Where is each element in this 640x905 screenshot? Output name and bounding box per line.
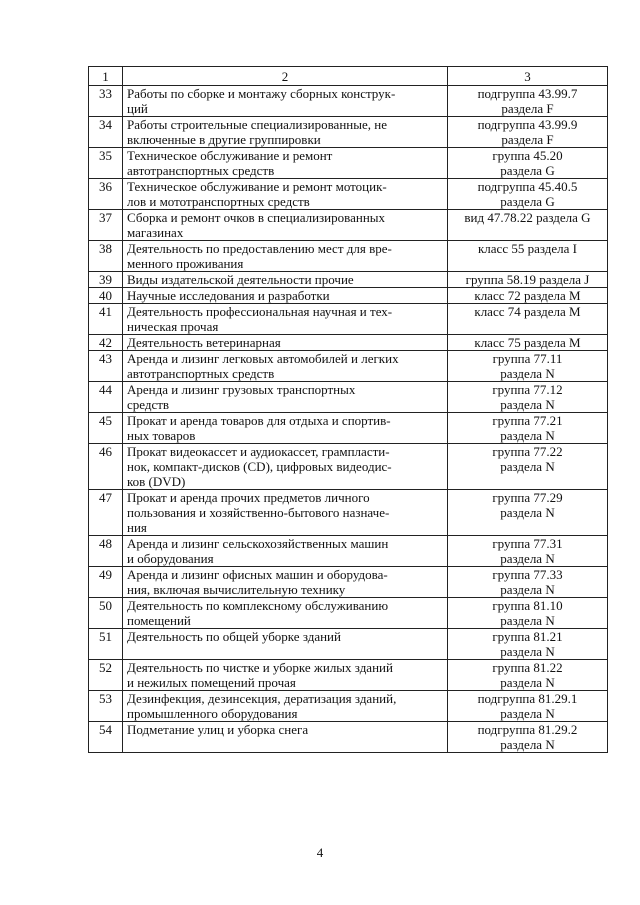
row-number: 50	[89, 598, 123, 629]
code-line: подгруппа 43.99.7	[477, 86, 578, 101]
description-line: Аренда и лизинг грузовых транспортных	[127, 382, 356, 397]
row-okved-code	[448, 598, 608, 629]
row-number: 35	[89, 148, 123, 179]
code-line: группа 77.12	[492, 382, 563, 397]
description-line: Прокат видеокассет и аудиокассет, грампласти-	[127, 444, 390, 459]
description-line: Аренда и лизинг сельскохозяйственных машин	[127, 536, 389, 551]
table-row	[89, 490, 608, 536]
code-line: подгруппа 81.29.1	[477, 691, 578, 706]
description-line: Деятельность по предоставлению мест для вре-	[127, 241, 392, 256]
code-line: подгруппа 45.40.5	[477, 179, 578, 194]
row-description	[123, 86, 448, 117]
code-line: класс 74 раздела M	[474, 304, 581, 319]
code-line: группа 77.22	[492, 444, 563, 459]
row-number: 53	[89, 691, 123, 722]
table-row	[89, 86, 608, 117]
table-row	[89, 351, 608, 382]
row-number: 38	[89, 241, 123, 272]
header-col-code: 3	[448, 67, 608, 86]
table-row	[89, 148, 608, 179]
table-row	[89, 382, 608, 413]
row-okved-code	[448, 691, 608, 722]
code-line: раздела N	[500, 644, 555, 659]
row-okved-code	[448, 288, 608, 304]
row-number: 51	[89, 629, 123, 660]
row-description	[123, 660, 448, 691]
table-body	[89, 67, 608, 753]
table-row	[89, 179, 608, 210]
row-okved-code	[448, 490, 608, 536]
code-line: группа 81.22	[492, 660, 563, 675]
row-description	[123, 413, 448, 444]
description-line: Деятельность профессиональная научная и тех-	[127, 304, 393, 319]
description-line: магазинах	[127, 225, 184, 240]
description-line: Виды издательской деятельности прочие	[127, 272, 354, 287]
description-line: нок, компакт-дисков (CD), цифровых видеодис-	[127, 459, 392, 474]
table-row	[89, 304, 608, 335]
code-line: класс 72 раздела M	[474, 288, 581, 303]
description-line: Деятельность по чистке и уборке жилых зданий	[127, 660, 393, 675]
table-row	[89, 288, 608, 304]
header-col-description: 2	[123, 67, 448, 86]
row-number: 54	[89, 722, 123, 753]
code-line: группа 77.29	[492, 490, 563, 505]
description-line: Деятельность ветеринарная	[127, 335, 281, 350]
table-row	[89, 335, 608, 351]
row-number: 39	[89, 272, 123, 288]
row-okved-code	[448, 444, 608, 490]
row-number: 34	[89, 117, 123, 148]
row-number: 46	[89, 444, 123, 490]
row-description	[123, 351, 448, 382]
table-row	[89, 598, 608, 629]
row-okved-code	[448, 567, 608, 598]
row-description	[123, 210, 448, 241]
code-line: подгруппа 43.99.9	[477, 117, 578, 132]
row-description	[123, 490, 448, 536]
row-description	[123, 272, 448, 288]
description-line: Дезинфекция, дезинсекция, дератизация зданий,	[127, 691, 397, 706]
row-description	[123, 629, 448, 660]
description-line: промышленного оборудования	[127, 706, 298, 721]
code-line: раздела N	[500, 505, 555, 520]
code-line: группа 77.33	[492, 567, 563, 582]
row-description	[123, 722, 448, 753]
code-line: класс 75 раздела M	[474, 335, 581, 350]
row-description	[123, 148, 448, 179]
row-number: 40	[89, 288, 123, 304]
code-line: группа 58.19 раздела J	[465, 272, 590, 287]
table-row	[89, 567, 608, 598]
row-okved-code	[448, 722, 608, 753]
row-number: 41	[89, 304, 123, 335]
row-okved-code	[448, 351, 608, 382]
description-line: менного проживания	[127, 256, 244, 271]
code-line: группа 45.20	[492, 148, 563, 163]
description-line: пользования и хозяйственно-бытового назначе-	[127, 505, 390, 520]
row-description	[123, 598, 448, 629]
code-line: раздела F	[501, 101, 554, 116]
row-number: 37	[89, 210, 123, 241]
row-description	[123, 444, 448, 490]
row-okved-code	[448, 210, 608, 241]
table-row	[89, 629, 608, 660]
code-line: раздела N	[500, 397, 555, 412]
row-number: 36	[89, 179, 123, 210]
code-line: группа 81.10	[492, 598, 563, 613]
description-line: Аренда и лизинг легковых автомобилей и легких	[127, 351, 399, 366]
row-okved-code	[448, 536, 608, 567]
description-line: помещений	[127, 613, 191, 628]
description-line: Научные исследования и разработки	[127, 288, 330, 303]
row-okved-code	[448, 272, 608, 288]
header-col-number: 1	[89, 67, 123, 86]
code-line: группа 77.21	[492, 413, 563, 428]
description-line: ния	[127, 520, 147, 535]
description-line: ническая прочая	[127, 319, 219, 334]
description-line: Прокат и аренда товаров для отдыха и спортив-	[127, 413, 391, 428]
code-line: раздела N	[500, 582, 555, 597]
code-line: раздела N	[500, 675, 555, 690]
row-description	[123, 288, 448, 304]
code-line: раздела N	[500, 428, 555, 443]
row-okved-code	[448, 86, 608, 117]
row-okved-code	[448, 629, 608, 660]
description-line: и нежилых помещений прочая	[127, 675, 296, 690]
table-row	[89, 691, 608, 722]
code-line: вид 47.78.22 раздела G	[464, 210, 591, 225]
row-okved-code	[448, 382, 608, 413]
description-line: Подметание улиц и уборка снега	[127, 722, 309, 737]
description-line: Аренда и лизинг офисных машин и оборудова-	[127, 567, 388, 582]
table-row	[89, 536, 608, 567]
row-okved-code	[448, 413, 608, 444]
row-okved-code	[448, 241, 608, 272]
row-okved-code	[448, 148, 608, 179]
table-row	[89, 241, 608, 272]
description-line: Техническое обслуживание и ремонт мотоцик-	[127, 179, 387, 194]
row-okved-code	[448, 179, 608, 210]
code-line: класс 55 раздела I	[477, 241, 577, 256]
code-line: раздела N	[500, 366, 555, 381]
table-header-row	[89, 67, 608, 86]
table-row	[89, 722, 608, 753]
row-okved-code	[448, 117, 608, 148]
description-line: лов и мототранспортных средств	[127, 194, 310, 209]
code-line: раздела F	[501, 132, 554, 147]
code-line: раздела G	[500, 194, 555, 209]
table-row	[89, 444, 608, 490]
row-description	[123, 241, 448, 272]
description-line: Работы по сборке и монтажу сборных конструк-	[127, 86, 396, 101]
code-line: раздела G	[500, 163, 555, 178]
row-description	[123, 117, 448, 148]
code-line: раздела N	[500, 459, 555, 474]
table-row	[89, 210, 608, 241]
row-number: 33	[89, 86, 123, 117]
row-number: 43	[89, 351, 123, 382]
row-number: 49	[89, 567, 123, 598]
code-line: группа 81.21	[492, 629, 563, 644]
description-line: ков (DVD)	[127, 474, 186, 489]
row-number: 52	[89, 660, 123, 691]
row-number: 42	[89, 335, 123, 351]
row-number: 48	[89, 536, 123, 567]
row-okved-code	[448, 660, 608, 691]
description-line: и оборудования	[127, 551, 214, 566]
row-number: 47	[89, 490, 123, 536]
code-line: раздела N	[500, 613, 555, 628]
description-line: Прокат и аренда прочих предметов личного	[127, 490, 370, 505]
table-row	[89, 272, 608, 288]
activity-table	[88, 66, 608, 753]
description-line: Сборка и ремонт очков в специализированных	[127, 210, 386, 225]
description-line: Работы строительные специализированные, не	[127, 117, 387, 132]
row-description	[123, 335, 448, 351]
description-line: Деятельность по комплексному обслуживанию	[127, 598, 389, 613]
description-line: включенные в другие группировки	[127, 132, 321, 147]
table-row	[89, 413, 608, 444]
description-line: ций	[127, 101, 148, 116]
page-number: 4	[316, 845, 324, 860]
code-line: раздела N	[500, 551, 555, 566]
code-line: подгруппа 81.29.2	[477, 722, 578, 737]
description-line: ных товаров	[127, 428, 196, 443]
row-description	[123, 382, 448, 413]
description-line: автотранспортных средств	[127, 163, 275, 178]
row-description	[123, 536, 448, 567]
row-description	[123, 691, 448, 722]
row-okved-code	[448, 304, 608, 335]
description-line: автотранспортных средств	[127, 366, 275, 381]
code-line: группа 77.31	[492, 536, 563, 551]
description-line: Деятельность по общей уборке зданий	[127, 629, 341, 644]
row-description	[123, 179, 448, 210]
row-number: 44	[89, 382, 123, 413]
code-line: группа 77.11	[492, 351, 563, 366]
row-number: 45	[89, 413, 123, 444]
description-line: Техническое обслуживание и ремонт	[127, 148, 333, 163]
row-okved-code	[448, 335, 608, 351]
table-row	[89, 660, 608, 691]
table-row	[89, 117, 608, 148]
description-line: средств	[127, 397, 170, 412]
row-description	[123, 567, 448, 598]
row-description	[123, 304, 448, 335]
description-line: ния, включая вычислительную технику	[127, 582, 346, 597]
code-line: раздела N	[500, 737, 555, 752]
code-line: раздела N	[500, 706, 555, 721]
